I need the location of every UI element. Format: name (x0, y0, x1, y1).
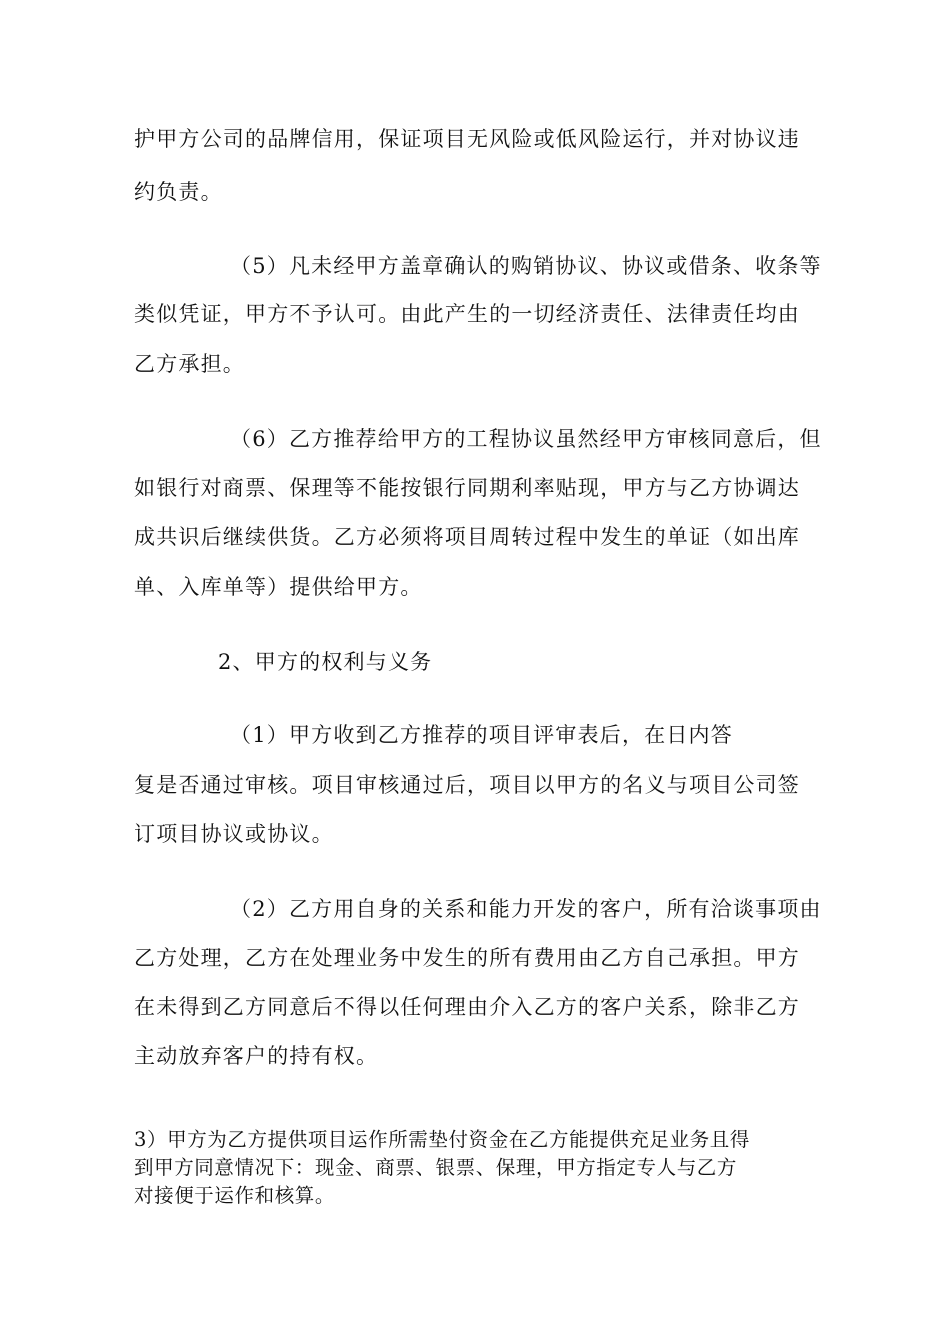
text-line: 3）甲方为乙方提供项目运作所需垫付资金在乙方能提供充足业务且得 (134, 1128, 751, 1151)
text-line: 在未得到乙方同意后不得以任何理由介入乙方的客户关系，除非乙方 (134, 995, 800, 1019)
text-line: 护甲方公司的品牌信用，保证项目无风险或低风险运行，并对协议违 (134, 127, 800, 151)
text-line: 如银行对商票、保理等不能按银行同期利率贴现，甲方与乙方协调达 (134, 476, 800, 500)
text-line: 对接便于运作和核算。 (134, 1184, 336, 1207)
text-line: 乙方处理，乙方在处理业务中发生的所有费用由乙方自己承担。甲方 (134, 946, 800, 970)
text-line: （5）凡未经甲方盖章确认的购销协议、协议或借条、收条等 (230, 254, 822, 278)
text-line: （1）甲方收到乙方推荐的项目评审表后，在日内答 (230, 723, 733, 747)
text-line: 类似凭证，甲方不予认可。由此产生的一切经济责任、法律责任均由 (134, 302, 800, 326)
text-line: 乙方承担。 (134, 352, 245, 376)
text-line: （2）乙方用自身的关系和能力开发的客户，所有洽谈事项由 (230, 897, 822, 921)
text-line: 约负责。 (134, 180, 223, 204)
text-line: 到甲方同意情况下：现金、商票、银票、保理，甲方指定专人与乙方 (134, 1156, 738, 1179)
text-line: （6）乙方推荐给甲方的工程协议虽然经甲方审核同意后，但 (230, 427, 822, 451)
text-line: 成共识后继续供货。乙方必须将项目周转过程中发生的单证（如出库 (134, 525, 800, 549)
text-line: 订项目协议或协议。 (134, 822, 334, 846)
text-line: 主动放弃客户的持有权。 (134, 1044, 379, 1068)
section-heading: 2、甲方的权利与义务 (218, 650, 433, 674)
text-line: 单、入库单等）提供给甲方。 (134, 575, 423, 599)
text-line: 复是否通过审核。项目审核通过后，项目以甲方的名义与项目公司签 (134, 773, 800, 797)
